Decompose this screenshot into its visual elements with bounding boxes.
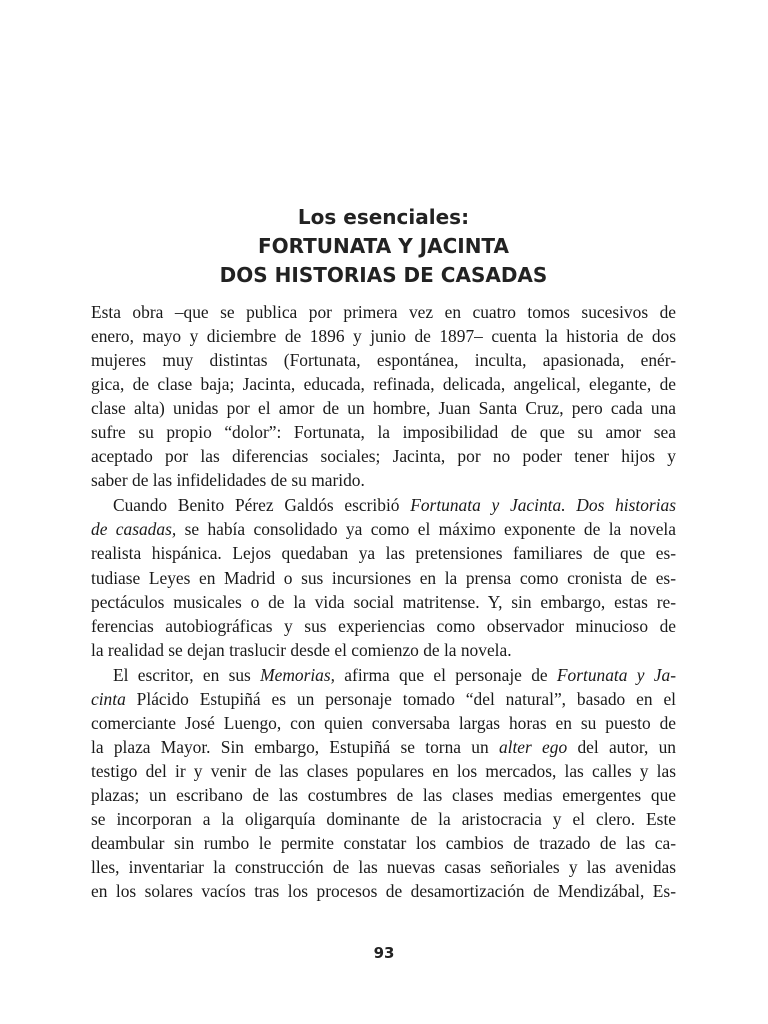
text-run: la realidad se dejan traslucir desde el comienzo de la novela. [91, 639, 512, 660]
text-run: en los solares vacíos tras los procesos de desamortización de Mendizábal, Es- [91, 881, 676, 902]
text-run: tudiase Leyes en Madrid o sus incursiones en la prensa como cronista de es- [91, 567, 676, 588]
text-line [91, 468, 676, 492]
text-run: comerciante José Luengo, con quien conversaba largas horas en su puesto de [91, 712, 676, 733]
text-line [91, 831, 676, 855]
text-run: deambular sin rumbo le permite constatar los cambios de trazado de las ca- [91, 833, 676, 854]
italic-title: Fortunata y Jacinta. Dos historias [410, 495, 676, 516]
text-run: pectáculos musicales o de la vida social matritense. Y, sin embargo, estas re- [91, 591, 676, 612]
text-run: se había consolidado ya como el máximo exponente de la novela [176, 519, 676, 540]
text-run: Esta obra –que se publica por primera vez en cuatro tomos sucesivos de [91, 302, 676, 322]
text-run: del autor, un [567, 736, 676, 757]
italic-title: alter ego [498, 736, 568, 757]
text-run: la plaza Mayor. Sin embargo, Estupiñá se torna un [91, 736, 499, 757]
text-run: mujeres muy distintas (Fortunata, espontánea, inculta, apasionada, enér- [91, 350, 676, 371]
text-run: ferencias autobiográficas y sus experiencias como observador minucioso de [91, 615, 676, 636]
text-line [91, 566, 676, 590]
text-line [91, 372, 676, 396]
text-run: clase alta) unidas por el amor de un hombre, Juan Santa Cruz, pero cada una [91, 398, 676, 419]
text-run: se incorporan a la oligarquía dominante de la aristocracia y el clero. Este [91, 808, 676, 829]
text-line [91, 493, 676, 517]
text-line [91, 687, 676, 711]
text-line [91, 783, 676, 807]
text-line [91, 807, 676, 831]
text-line [91, 517, 676, 541]
text-line [91, 711, 676, 735]
heading-line-3: DOS HISTORIAS DE CASADAS [219, 263, 548, 287]
text-run: gica, de clase baja; Jacinta, educada, refinada, delicada, angelical, elegante, de [91, 374, 676, 395]
text-run: saber de las infidelidades de su marido. [91, 470, 365, 491]
text-run: testigo del ir y venir de las clases populares en los mercados, las calles y las [91, 760, 676, 781]
text-line [91, 396, 676, 420]
heading-line-2: FORTUNATA Y JACINTA [257, 234, 510, 258]
text-run: realista hispánica. Lejos quedaban ya las pretensiones familiares de que es- [91, 543, 676, 564]
chapter-heading [91, 203, 676, 290]
italic-title: Fortunata y Ja- [556, 664, 676, 685]
text-line [91, 300, 676, 324]
italic-title: de casadas, [91, 519, 177, 540]
body-text [91, 300, 676, 903]
text-line [91, 759, 676, 783]
heading-line-1: Los esenciales: [297, 205, 470, 229]
text-line [91, 663, 676, 687]
page-content [91, 203, 676, 904]
text-line [91, 855, 676, 879]
italic-title: cinta [91, 688, 126, 709]
page-number: 93 [373, 944, 395, 962]
text-line [91, 324, 676, 348]
paragraph [91, 493, 676, 661]
text-run: plazas; un escribano de las costumbres de las clases medias emergentes que [91, 784, 676, 805]
text-run: Plácido Estupiñá es un personaje tomado “del natural”, basado en el [125, 688, 676, 709]
text-line [91, 590, 676, 614]
text-line [91, 735, 676, 759]
text-line [91, 444, 676, 468]
text-line [91, 348, 676, 372]
text-line [91, 614, 676, 638]
text-run: lles, inventariar la construcción de las nuevas casas señoriales y las avenidas [91, 857, 676, 878]
paragraph [91, 663, 676, 903]
text-run: El escritor, en sus [113, 664, 261, 685]
text-run: Cuando Benito Pérez Galdós escribió [113, 495, 411, 516]
text-run: aceptado por las diferencias sociales; Jacinta, por no poder tener hijos y [91, 446, 676, 467]
paragraph [91, 300, 676, 492]
text-run: enero, mayo y diciembre de 1896 y junio de 1897– cuenta la historia de dos [91, 326, 676, 347]
text-line [91, 638, 676, 662]
text-line [91, 879, 676, 903]
text-run: afirma que el personaje de [335, 664, 557, 685]
italic-title: Memorias, [260, 664, 335, 685]
text-run: sufre su propio “dolor”: Fortunata, la imposibilidad de que su amor sea [91, 422, 676, 443]
text-line [91, 420, 676, 444]
text-line [91, 541, 676, 565]
